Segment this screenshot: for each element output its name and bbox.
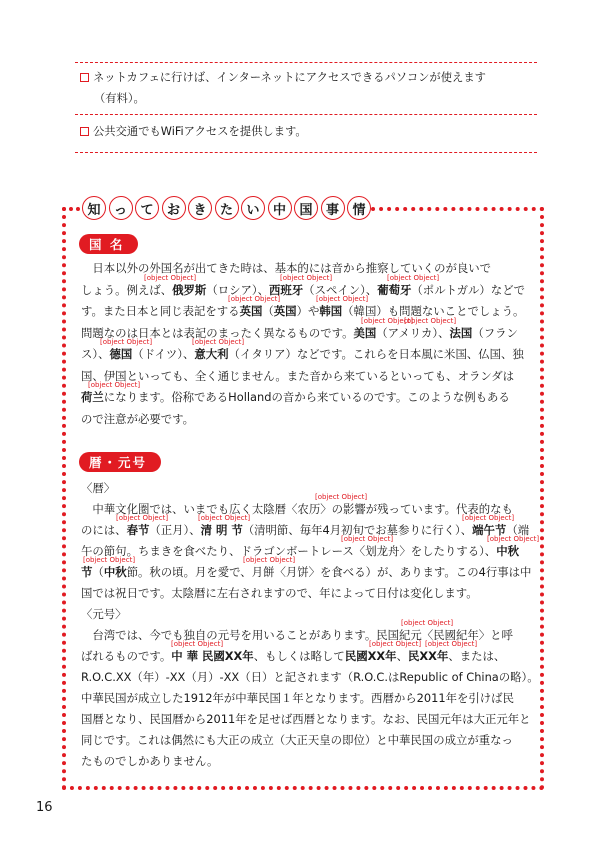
- heading-char: っ: [109, 196, 133, 220]
- text-line: 节（中秋節。秋の頃。月を愛で、月餅〈月饼〉を食べる）が、あります。この4行事は中: [81, 565, 532, 579]
- text-line: たものでしかありません。: [81, 754, 219, 768]
- divider: [75, 62, 537, 63]
- pinyin-annotation: [object Object]: [243, 556, 296, 564]
- checklist-item: 公共交通でもWiFiアクセスを提供します。: [80, 121, 535, 142]
- pinyin-annotation: [object Object]: [341, 535, 394, 543]
- heading-char: 情: [347, 196, 371, 220]
- pinyin-annotation: [object Object]: [88, 381, 141, 389]
- text-line: 問題なのは日本とは表記のまったく異なるものです。美国（アメリカ）、法国（フラン: [81, 325, 518, 340]
- page-number: 16: [36, 800, 53, 815]
- pinyin-annotation: [object Object]: [487, 535, 540, 543]
- pinyin-annotation: [object Object]: [425, 640, 478, 648]
- text-line: 〈暦〉: [81, 481, 116, 495]
- heading-char: 中: [268, 196, 292, 220]
- heading-char: た: [215, 196, 239, 220]
- checklist-item: ネットカフェに行けば、インターネットにアクセスできるパソコンが使えます （有料）。: [80, 67, 535, 109]
- heading-char: 知: [82, 196, 106, 220]
- text-line: 荷兰になります。俗称であるHollandの音から来ているのです。このような例もある: [81, 390, 510, 404]
- text-line: 国では祝日です。太陰暦に左右されますので、年によって日付は変化します。: [81, 586, 478, 600]
- text-line: 中華文化圏では、いまでも広く太陰暦〈农历〉の影響が残っています。代表的なも: [81, 502, 513, 516]
- section-title: 国 名: [79, 234, 138, 254]
- dotted-frame-top: [363, 207, 544, 211]
- text-line: のには、春节（正月）、清 明 节（清明節、毎年4月初旬でお墓参りに行く）、端午节（端: [81, 523, 530, 537]
- text-line: 〈元号〉: [81, 607, 127, 621]
- pinyin-annotation: [object Object]: [387, 273, 440, 282]
- text-line: 午の節句。ちまきを食べたり、ドラゴンボートレース〈划龙舟〉をしたりする）、中秋: [81, 544, 519, 558]
- pinyin-annotation: [object Object]: [171, 640, 224, 648]
- pinyin-annotation: [object Object]: [462, 514, 515, 522]
- heading-char: て: [135, 196, 159, 220]
- checkbox-icon: [80, 127, 89, 136]
- divider: [75, 114, 537, 115]
- pinyin-annotation: [object Object]: [280, 273, 333, 282]
- text-line: 日本以外の外国名が出てきた時は、基本的には音から推察していくのが良いで: [81, 261, 492, 275]
- text-line: 台湾では、今でも独自の元号を用いることがあります。民国紀元〈民國紀年〉と呼: [81, 628, 513, 642]
- pinyin-annotation: [object Object]: [198, 514, 251, 522]
- text-line: ばれるものです。中 華 民國XX年、もしくは略して民國XX年、民XX年、または、: [81, 649, 506, 663]
- text-line: 中華民国が成立した1912年が中華民国１年となります。西暦から2011年を引けば民: [81, 691, 514, 705]
- pinyin-annotation: [object Object]: [228, 295, 281, 303]
- text-line: 同じです。これは偶然にも大正の成立（大正天皇の即位）と中華民国の成立が重なっ: [81, 733, 513, 747]
- text-line: す。また日本と同じ表記をする英国（英国）や韩国（韓国）も問題ないことでしょう。: [81, 304, 525, 318]
- divider: [75, 152, 537, 153]
- pinyin-annotation: [object Object]: [401, 619, 454, 627]
- text-line: 国、伊国といっても、全く通じません。また音から来ているといっても、オランダは: [81, 368, 515, 383]
- heading-char: 国: [294, 196, 318, 220]
- checkbox-icon: [80, 73, 89, 82]
- text-line: しょう。例えば、俄罗斯（ロシア）、西班牙（スペイン）、葡萄牙（ポルトガル）などで: [81, 282, 525, 297]
- pinyin-annotation: [object Object]: [144, 273, 197, 282]
- heading-char: 事: [321, 196, 345, 220]
- text-line: ス）、德国（ドイツ）、意大利（イタリア）などです。これらを日本風に米国、仏国、独: [81, 347, 524, 361]
- pinyin-annotation: [object Object]: [192, 338, 245, 346]
- heading-char: お: [162, 196, 186, 220]
- section-heading: [82, 196, 371, 222]
- heading-char: き: [188, 196, 212, 220]
- dotted-frame-top: [62, 207, 80, 211]
- text-line: R.O.C.XX（年）-XX（月）-XX（日）と記されます（R.O.C.はRepublic of Chinaの略）。: [81, 670, 539, 684]
- pinyin-annotation: [object Object]: [315, 493, 368, 501]
- pinyin-annotation: [object Object]: [369, 640, 422, 648]
- section-title: 暦・元号: [79, 452, 161, 472]
- pinyin-annotation: [object Object]: [404, 316, 457, 325]
- pinyin-annotation: [object Object]: [361, 316, 414, 325]
- pinyin-annotation: [object Object]: [100, 338, 153, 346]
- text-line: 国暦となり、民国暦から2011年を足せば西暦となります。なお、民国元年は大正元年と: [81, 712, 531, 726]
- pinyin-annotation: [object Object]: [83, 556, 136, 564]
- pinyin-annotation: [object Object]: [316, 295, 369, 303]
- pinyin-annotation: [object Object]: [116, 514, 169, 522]
- text-line: ので注意が必要です。: [81, 411, 194, 426]
- heading-char: い: [241, 196, 265, 220]
